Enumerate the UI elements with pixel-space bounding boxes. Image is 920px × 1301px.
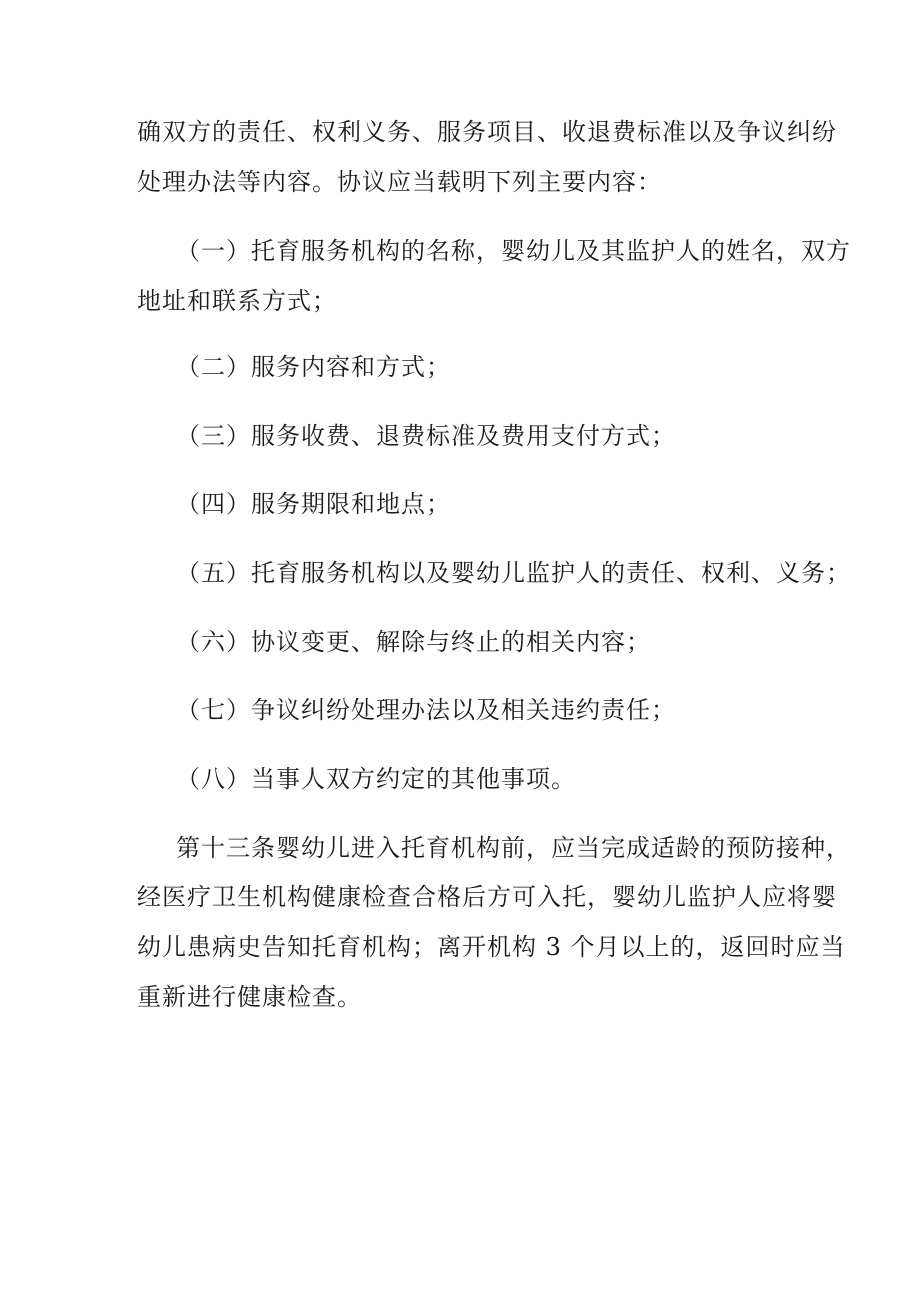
list-item-1-line-2: 地址和联系方式； — [137, 287, 337, 315]
intro-line-2: 处理办法等内容。协议应当载明下列主要内容： — [137, 168, 662, 196]
list-item-4: （四）服务期限和地点； — [176, 490, 451, 518]
article-13-line-4: 重新进行健康检查。 — [137, 983, 362, 1011]
list-item-7: （七）争议纠纷处理办法以及相关违约责任； — [176, 696, 676, 724]
list-item-6: （六）协议变更、解除与终止的相关内容； — [176, 628, 651, 656]
intro-line-1: 确双方的责任、权利义务、服务项目、收退费标准以及争议纠纷 — [137, 118, 837, 146]
article-13-line-2: 经医疗卫生机构健康检查合格后方可入托，婴幼儿监护人应将婴 — [137, 883, 837, 911]
list-item-1-line-1: （一）托育服务机构的名称，婴幼儿及其监护人的姓名，双方 — [176, 237, 851, 265]
list-item-3: （三）服务收费、退费标准及费用支付方式； — [176, 422, 676, 450]
article-13-line-3: 幼儿患病史告知托育机构；离开机构 3 个月以上的，返回时应当 — [137, 933, 846, 961]
article-13-line-1: 第十三条婴幼儿进入托育机构前，应当完成适龄的预防接种， — [176, 834, 851, 862]
list-item-5: （五）托育服务机构以及婴幼儿监护人的责任、权利、义务； — [176, 559, 851, 587]
list-item-8: （八）当事人双方约定的其他事项。 — [176, 765, 576, 793]
list-item-2: （二）服务内容和方式； — [176, 353, 451, 381]
